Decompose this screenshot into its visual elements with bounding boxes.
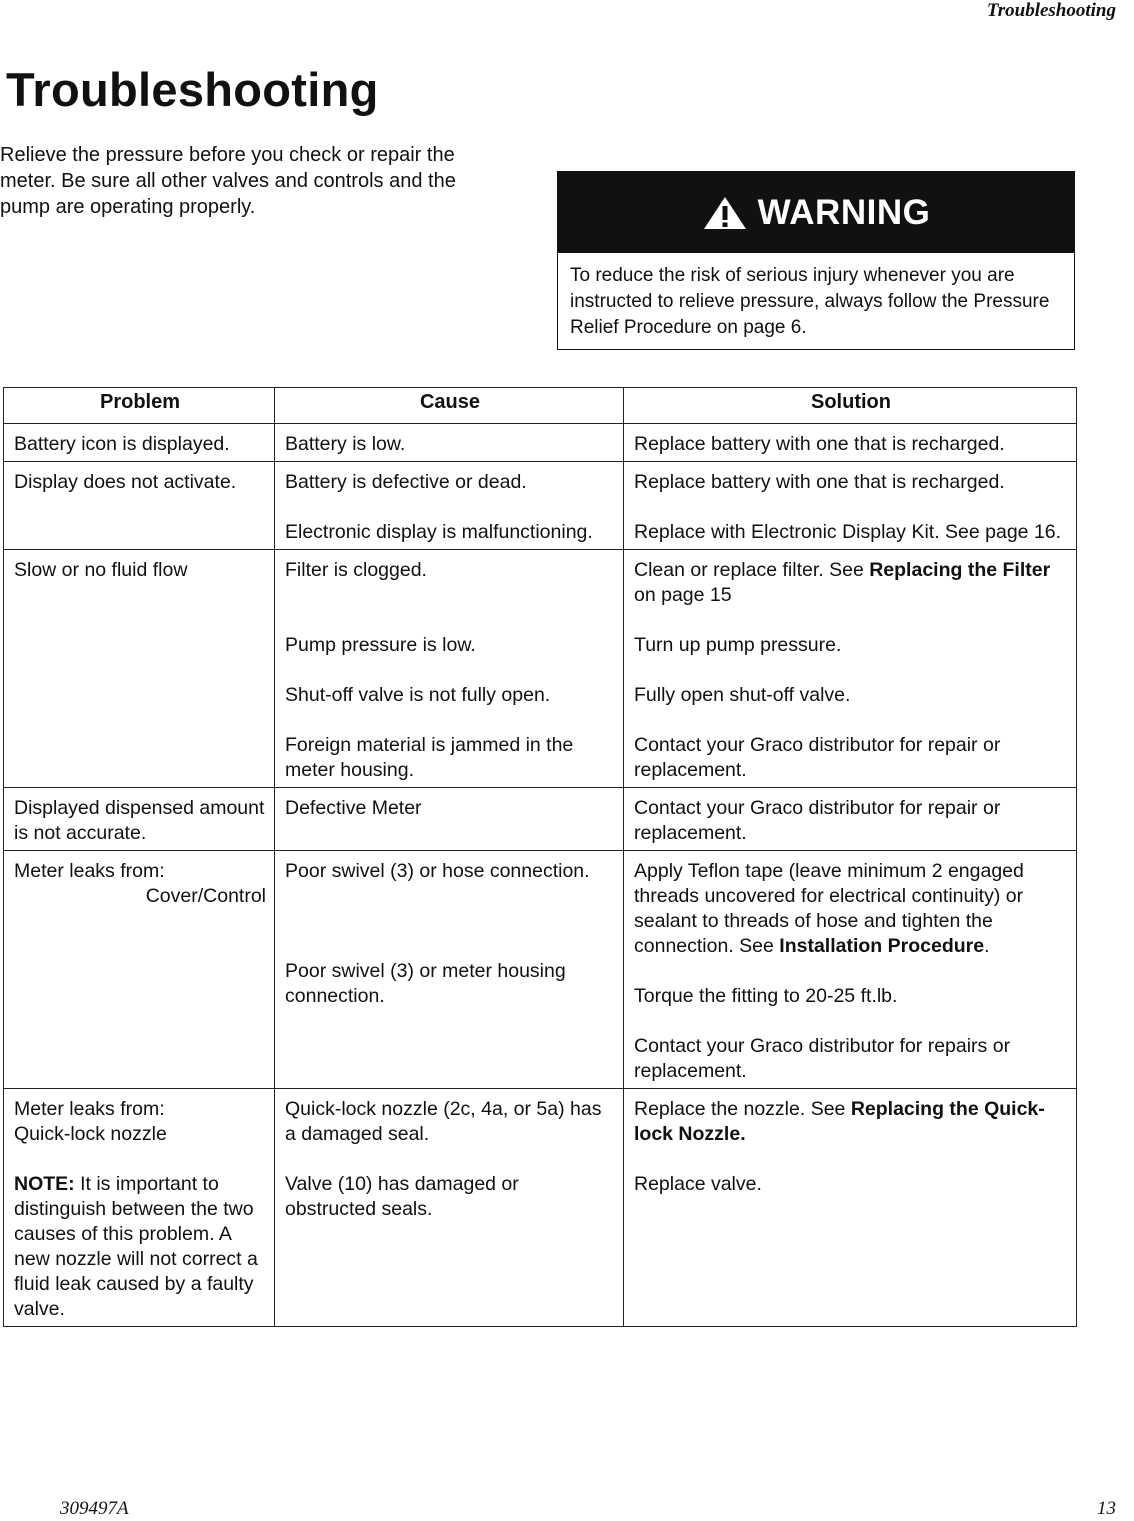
cause-text: Poor swivel (3) or hose connection.	[285, 860, 590, 882]
solution-cell	[624, 462, 1077, 550]
warning-box	[557, 171, 1075, 350]
solution-text: Torque the fitting to 20-25 ft.lb.	[634, 985, 898, 1007]
table-header-row	[4, 388, 1077, 424]
cause-cell	[275, 1089, 624, 1327]
solution-text: Replace with Electronic Display Kit. See page 16.	[634, 521, 1062, 543]
solution-text: Fully open shut-off valve.	[634, 684, 851, 706]
problem-text: Meter leaks from:	[14, 1098, 165, 1120]
problem-cell: Slow or no fluid flow	[4, 550, 275, 788]
problem-cell	[4, 851, 275, 1089]
cause-text: Battery is defective or dead.	[285, 471, 527, 493]
warning-heading: WARNING	[757, 192, 931, 232]
page-title: Troubleshooting	[6, 63, 379, 116]
solution-text: Replace the nozzle. See Replacing the Quick-lock Nozzle.	[634, 1098, 1045, 1145]
running-header: Troubleshooting	[986, 0, 1116, 21]
cause-text: Quick-lock nozzle (2c, 4a, or 5a) has a damaged seal.	[285, 1098, 602, 1145]
problem-cell: Displayed dispensed amount is not accurate.	[4, 788, 275, 851]
solution-text: Replace valve.	[634, 1173, 762, 1195]
problem-subtext: Quick-lock nozzle	[14, 1123, 167, 1145]
cause-text: Filter is clogged.	[285, 559, 427, 581]
cause-text: Foreign material is jammed in the meter housing.	[285, 734, 574, 781]
warning-triangle-icon	[702, 195, 748, 231]
cause-cell	[275, 550, 624, 788]
warning-body: To reduce the risk of serious injury whenever you are instructed to relieve pressure, always follow the Pressure Relief Procedure on page 6.	[570, 265, 1050, 338]
solution-text: Contact your Graco distributor for repair or replacement.	[634, 734, 1001, 781]
solution-text: Turn up pump pressure.	[634, 634, 842, 656]
solution-text: Apply Teflon tape (leave minimum 2 engaged threads uncovered for electrical continuity) or sealant to threads of hose and tighten the connection. See Installation Procedure.	[634, 860, 1024, 957]
note-text: NOTE: It is important to distinguish between the two causes of this problem. A new nozzle will not correct a fluid leak caused by a faulty valve.	[14, 1173, 258, 1320]
page-number: 13	[1097, 1498, 1116, 1519]
cause-cell: Defective Meter	[275, 788, 624, 851]
solution-cell	[624, 851, 1077, 1089]
problem-subtext: Cover/Control	[145, 885, 266, 907]
header-problem: Problem	[4, 388, 275, 424]
document-number: 309497A	[60, 1498, 129, 1519]
table-row	[4, 851, 1077, 1089]
solution-cell: Contact your Graco distributor for repair or replacement.	[624, 788, 1077, 851]
solution-text: Replace battery with one that is recharged.	[634, 471, 1005, 493]
solution-cell: Replace battery with one that is recharged.	[624, 424, 1077, 462]
intro-paragraph: Relieve the pressure before you check or repair the meter. Be sure all other valves and controls and the pump are operating properly.	[0, 144, 456, 218]
cause-text: Valve (10) has damaged or obstructed seals.	[285, 1173, 519, 1220]
problem-text: Meter leaks from:	[14, 860, 165, 882]
cause-text: Shut-off valve is not fully open.	[285, 684, 551, 706]
cause-cell: Battery is low.	[275, 424, 624, 462]
cause-cell	[275, 462, 624, 550]
cause-text: Electronic display is malfunctioning.	[285, 521, 593, 543]
table-row	[4, 788, 1077, 851]
cause-cell	[275, 851, 624, 1089]
problem-cell: Display does not activate.	[4, 462, 275, 550]
solution-text: Clean or replace filter. See Replacing the Filter on page 15	[634, 559, 1051, 606]
cause-text: Poor swivel (3) or meter housing connection.	[285, 960, 566, 1007]
table-row	[4, 424, 1077, 462]
problem-cell: Battery icon is displayed.	[4, 424, 275, 462]
table-row	[4, 462, 1077, 550]
solution-cell	[624, 1089, 1077, 1327]
table-row	[4, 1089, 1077, 1327]
warning-header	[558, 172, 1074, 253]
solution-cell	[624, 550, 1077, 788]
problem-cell	[4, 1089, 275, 1327]
solution-text: Contact your Graco distributor for repairs or replacement.	[634, 1035, 1011, 1082]
cause-text: Pump pressure is low.	[285, 634, 476, 656]
troubleshooting-table	[3, 387, 1077, 1327]
table-row	[4, 550, 1077, 788]
header-cause: Cause	[275, 388, 624, 424]
header-solution: Solution	[624, 388, 1077, 424]
